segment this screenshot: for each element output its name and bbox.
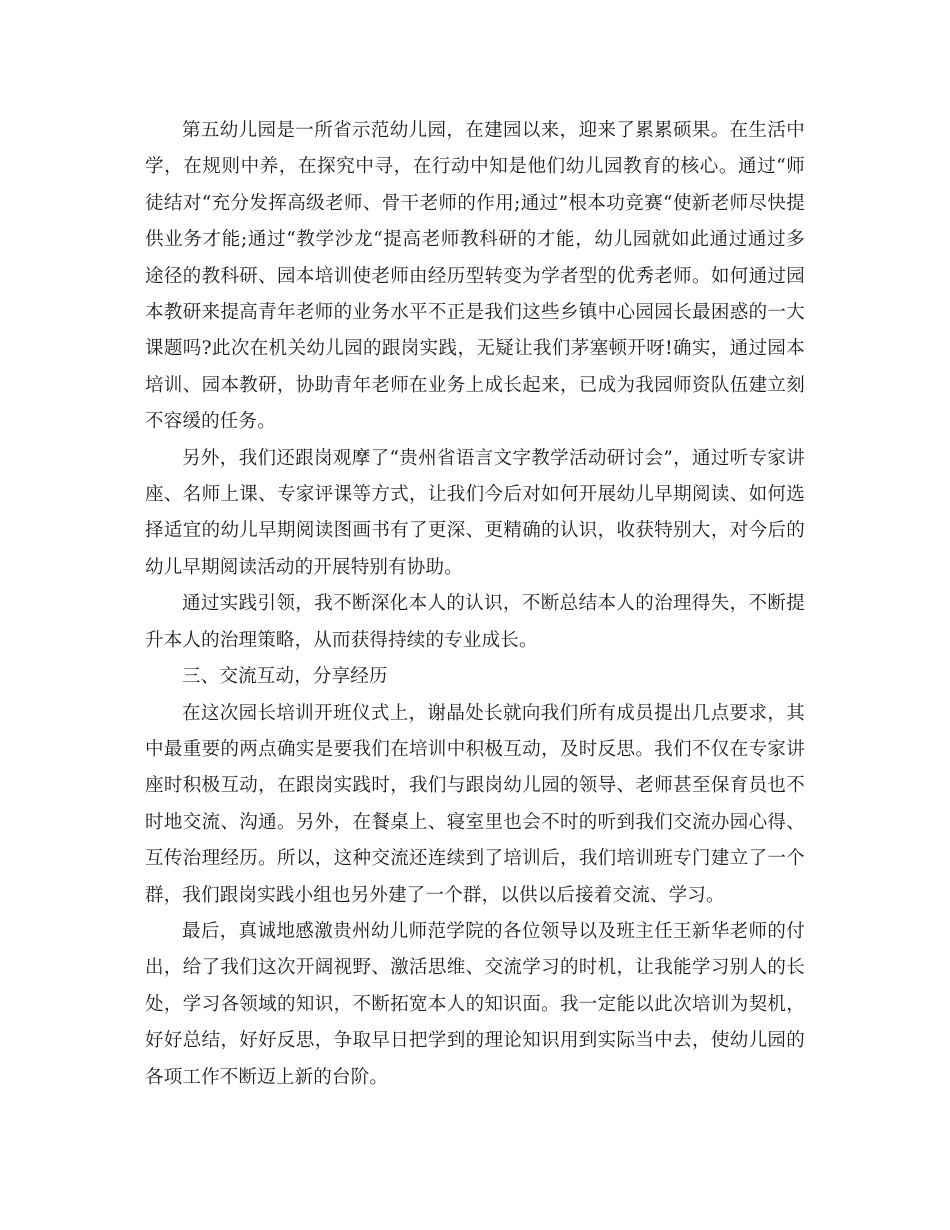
paragraph-kindergarten-intro: 第五幼儿园是一所省示范幼儿园，在建园以来，迎来了累累硕果。在生活中学，在规则中养，在探究中寻，在行动中知是他们幼儿园教育的核心。通过“师徒结对“充分发挥高级老师、骨干老师的作用;通过”根本功竞赛“使新老师尽快提供业务才能;通过“教学沙龙“提高老师教科研的才能，幼儿园就如此通过通过多途径的教科研、园本培训使老师由经历型转变为学者型的优秀老师。如何通过园本教研来提高青年老师的业务水平不正是我们这些乡镇中心园园长最困惑的一大课题吗?此次在机关幼儿园的跟岗实践，无疑让我们茅塞顿开呀!确实，通过园本培训、园本教研，协助青年老师在业务上成长起来，已成为我园师资队伍建立刻不容缓的任务。 bbox=[145, 120, 805, 433]
paragraph-practice-guidance: 通过实践引领，我不断深化本人的认识，不断总结本人的治理得失，不断提升本人的治理策略，从而获得持续的专业成长。 bbox=[145, 593, 805, 651]
paragraph-thanks: 最后，真诚地感激贵州幼儿师范学院的各位领导以及班主任王新华老师的付出，给了我们这次开阔视野、激活思维、交流学习的时机，让我能学习别人的长处，学习各领域的知识，不断拓宽本人的知识面。我一定能以此次培训为契机，好好总结，好好反思，争取早日把学到的理论知识用到实际当中去，使幼儿园的各项工作不断迈上新的台阶。 bbox=[145, 920, 805, 1088]
document-body bbox=[145, 113, 805, 1096]
paragraph-exchange: 在这次园长培训开班仪式上，谢晶处长就向我们所有成员提出几点要求，其中最重要的两点确实是要我们在培训中积极互动，及时反思。我们不仅在专家讲座时积极互动，在跟岗实践时，我们与跟岗幼儿园的领导、老师甚至保育员也不时地交流、沟通。另外，在餐桌上、寝室里也会不时的听到我们交流办园心得、互传治理经历。所以，这种交流还连续到了培训后，我们培训班专门建立了一个群，我们跟岗实践小组也另外建了一个群，以供以后接着交流、学习。 bbox=[145, 702, 805, 906]
section-heading: 三、交流互动，分享经历 bbox=[182, 666, 388, 688]
paragraph-observation: 另外，我们还跟岗观摩了“贵州省语言文字教学活动研讨会”，通过听专家讲座、名师上课、专家评课等方式，让我们今后对如何开展幼儿早期阅读、如何选择适宜的幼儿早期阅读图画书有了更深、更精确的认识，收获特别大，对今后的幼儿早期阅读活动的开展特别有协助。 bbox=[145, 447, 805, 578]
